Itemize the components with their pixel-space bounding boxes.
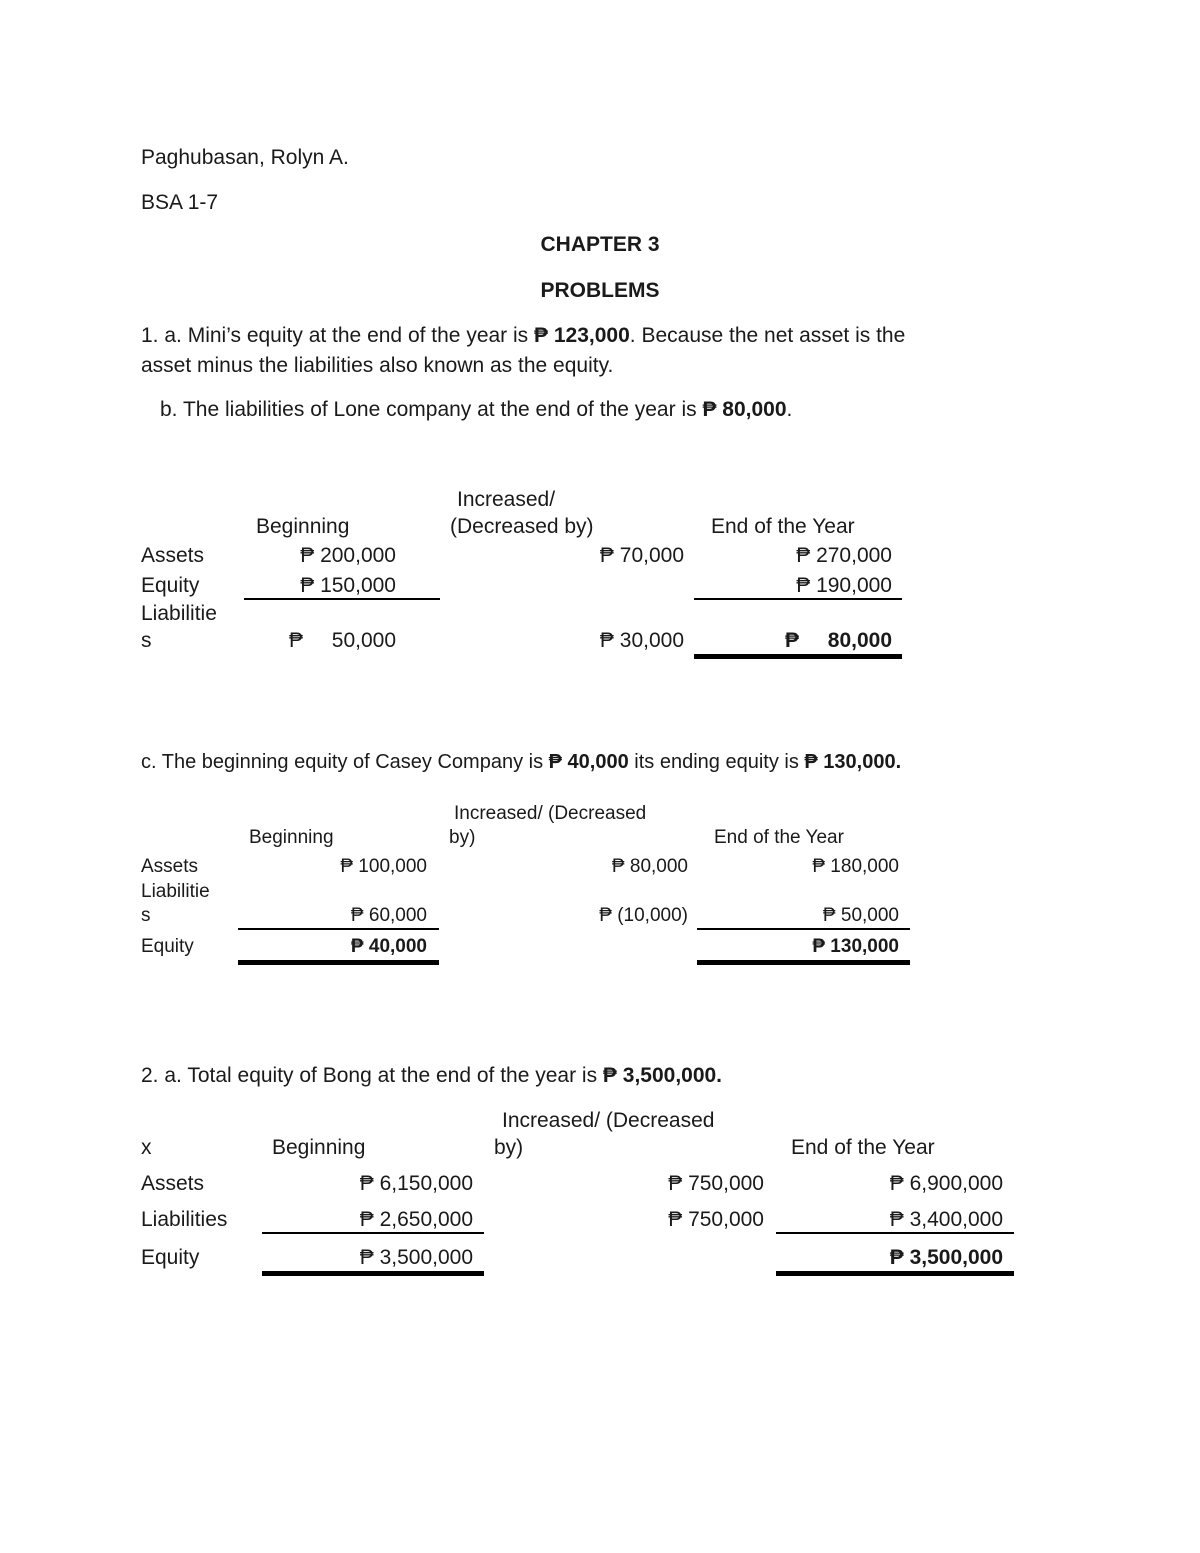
table1-row-label: Equity bbox=[141, 574, 200, 597]
table2-cell-end-total: ₱ 130,000 bbox=[812, 936, 899, 957]
table1-peso-sign: ₱ bbox=[289, 629, 304, 652]
problem-1a-text bbox=[141, 324, 905, 348]
table3-double-underline-beginning bbox=[262, 1271, 484, 1276]
table1-cell-change: ₱ 30,000 bbox=[599, 629, 684, 652]
problem-1b-lead: b. The liabilities of Lone company at the end of the year is bbox=[160, 398, 703, 421]
table1-cell-beginning: 50,000 bbox=[331, 629, 396, 652]
table2-cell-beginning: ₱ 60,000 bbox=[350, 905, 427, 926]
table3-row-label: Liabilities bbox=[141, 1208, 228, 1231]
table1-cell-change: ₱ 70,000 bbox=[599, 544, 684, 567]
problem-1c-middle: its ending equity is bbox=[628, 751, 805, 773]
table3-cell-end-total: ₱ 3,500,000 bbox=[889, 1246, 1003, 1269]
table1-header-end: End of the Year bbox=[711, 515, 855, 538]
table1-peso-sign-end: ₱ bbox=[785, 629, 800, 652]
table3-double-underline-end bbox=[776, 1271, 1014, 1276]
table2-double-underline-end bbox=[697, 960, 910, 965]
student-section: BSA 1-7 bbox=[141, 191, 219, 214]
table2-underline-end bbox=[697, 928, 910, 930]
table3-cell-end: ₱ 6,900,000 bbox=[889, 1172, 1003, 1195]
problem-1c-amount-1: ₱ 40,000 bbox=[548, 751, 629, 773]
table2-double-underline-beginning bbox=[238, 960, 439, 965]
table3-row-label: Equity bbox=[141, 1246, 200, 1269]
table3-header-beginning: Beginning bbox=[272, 1136, 366, 1159]
problem-2a-amount: ₱ 3,500,000. bbox=[602, 1064, 723, 1087]
table2-cell-change: ₱ (10,000) bbox=[599, 905, 688, 926]
problem-1b-amount: ₱ 80,000 bbox=[702, 398, 787, 421]
table3-header-change-2: by) bbox=[494, 1136, 524, 1159]
table2-underline-beginning bbox=[238, 928, 439, 930]
table3-cell-end: ₱ 3,400,000 bbox=[889, 1208, 1003, 1231]
problem-1a-lead: 1. a. Mini’s equity at the end of the year is bbox=[141, 324, 535, 347]
problem-1a-amount: ₱ 123,000 bbox=[534, 324, 630, 347]
problem-1b-tail: . bbox=[786, 398, 793, 421]
table1-row-label: Assets bbox=[141, 544, 205, 567]
table3-header-change-1: Increased/ (Decreased bbox=[502, 1109, 715, 1132]
table1-cell-end: ₱ 270,000 bbox=[796, 544, 892, 567]
table1-row-label-2: s bbox=[141, 629, 152, 652]
table1-cell-beginning: ₱ 150,000 bbox=[300, 574, 396, 597]
problem-1a-line2: asset minus the liabilities also known as the equity. bbox=[141, 354, 614, 377]
problems-heading: PROBLEMS bbox=[540, 279, 660, 302]
table2-cell-end: ₱ 180,000 bbox=[812, 856, 899, 877]
table3-underline-end bbox=[776, 1232, 1014, 1234]
table2-cell-beginning: ₱ 100,000 bbox=[340, 856, 427, 877]
table3-header-end: End of the Year bbox=[791, 1136, 935, 1159]
table2-header-change-1: Increased/ (Decreased bbox=[454, 803, 647, 824]
table1-header-beginning: Beginning bbox=[256, 515, 350, 538]
table3-cell-change: ₱ 750,000 bbox=[668, 1208, 764, 1231]
table3-row-label: Assets bbox=[141, 1172, 205, 1195]
table1-underline-end bbox=[694, 598, 902, 600]
problem-1c-lead: c. The beginning equity of Casey Company is bbox=[141, 751, 549, 773]
table1-header-change-1: Increased/ bbox=[457, 488, 556, 511]
table2-row-label: Assets bbox=[141, 856, 199, 877]
table2-header-end: End of the Year bbox=[714, 827, 844, 848]
table2-cell-end: ₱ 50,000 bbox=[822, 905, 899, 926]
table3-cell-beginning: ₱ 6,150,000 bbox=[359, 1172, 473, 1195]
student-name: Paghubasan, Rolyn A. bbox=[141, 146, 349, 169]
table3-underline-beginning bbox=[262, 1232, 484, 1234]
problem-1c-amount-2: ₱ 130,000. bbox=[804, 751, 902, 773]
table2-header-change-2: by) bbox=[449, 827, 476, 848]
problem-1c-text bbox=[141, 751, 901, 774]
table3-header-corner: x bbox=[141, 1136, 152, 1159]
table2-cell-beginning-total: ₱ 40,000 bbox=[350, 936, 427, 957]
table1-cell-beginning: ₱ 200,000 bbox=[300, 544, 396, 567]
table2-cell-change: ₱ 80,000 bbox=[611, 856, 688, 877]
table1-cell-end: ₱ 190,000 bbox=[796, 574, 892, 597]
table1-header-change-2: (Decreased by) bbox=[450, 515, 594, 538]
chapter-title: CHAPTER 3 bbox=[540, 233, 660, 256]
table2-header-beginning: Beginning bbox=[249, 827, 334, 848]
table2-row-label-2: s bbox=[141, 905, 151, 926]
problem-2a-text bbox=[141, 1064, 722, 1088]
table3-cell-change: ₱ 750,000 bbox=[668, 1172, 764, 1195]
table2-row-label: Equity bbox=[141, 936, 194, 957]
problem-1b-text bbox=[160, 398, 792, 422]
table3-cell-beginning: ₱ 3,500,000 bbox=[359, 1246, 473, 1269]
table1-underline-beginning bbox=[244, 598, 440, 600]
problem-2a-lead: 2. a. Total equity of Bong at the end of the year is bbox=[141, 1064, 603, 1087]
table1-double-underline-end bbox=[694, 654, 902, 659]
table1-row-label-1: Liabilitie bbox=[141, 602, 217, 625]
problem-1a-tail: . Because the net asset is the bbox=[629, 324, 906, 347]
table3-cell-beginning: ₱ 2,650,000 bbox=[359, 1208, 473, 1231]
table2-row-label-1: Liabilitie bbox=[141, 881, 210, 902]
table1-cell-end-total: 80,000 bbox=[827, 629, 892, 652]
